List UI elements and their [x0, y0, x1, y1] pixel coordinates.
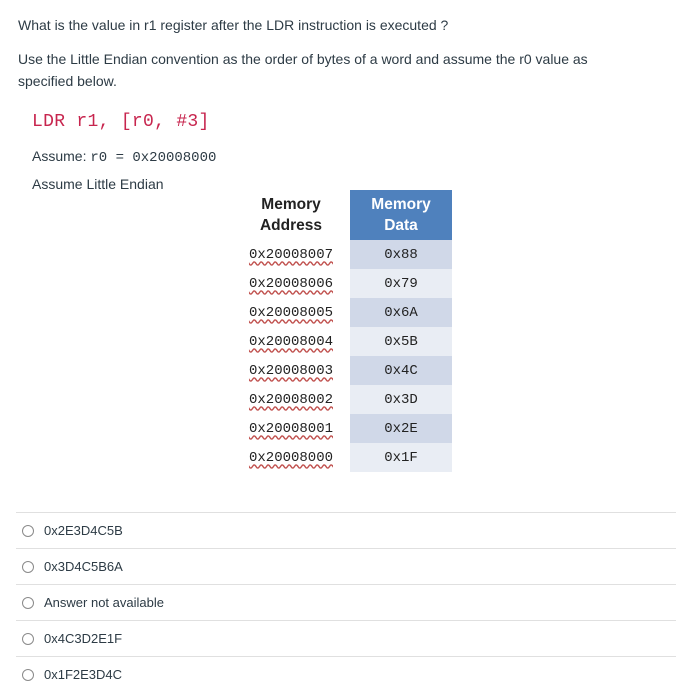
assume-endian: Assume Little Endian — [32, 176, 164, 192]
memory-address-cell: 0x20008007 — [248, 246, 333, 263]
assume-r0-value: r0 = 0x20008000 — [90, 150, 217, 166]
memory-address-header-line1: Memory — [261, 196, 321, 213]
assume-prefix: Assume: — [32, 148, 91, 164]
answer-option-label: 0x2E3D4C5B — [44, 523, 123, 538]
memory-data-cell: 0x3D — [348, 385, 452, 414]
memory-data-header-line2: Data — [384, 217, 418, 234]
radio-button[interactable] — [22, 561, 34, 573]
memory-address-cell: 0x20008002 — [248, 391, 333, 408]
memory-address-header-line2: Address — [259, 217, 323, 234]
table-row — [236, 240, 452, 269]
memory-data-cell: 0x5B — [348, 327, 452, 356]
radio-button[interactable] — [22, 597, 34, 609]
radio-button[interactable] — [22, 669, 34, 681]
radio-button[interactable] — [22, 633, 34, 645]
memory-address-cell: 0x20008005 — [248, 304, 333, 321]
answer-option-label: 0x3D4C5B6A — [44, 559, 123, 574]
question-text: What is the value in r1 register after the LDR instruction is executed ? — [18, 17, 449, 33]
answer-option[interactable] — [16, 584, 676, 620]
answer-options — [16, 512, 676, 692]
table-row — [236, 414, 452, 443]
answer-option[interactable] — [16, 512, 676, 548]
ldr-instruction: LDR r1, [r0, #3] — [32, 112, 210, 132]
table-row — [236, 269, 452, 298]
memory-address-cell: 0x20008001 — [248, 420, 333, 437]
memory-address-cell: 0x20008006 — [248, 275, 333, 292]
memory-data-cell: 0x2E — [348, 414, 452, 443]
memory-address-header — [236, 190, 348, 240]
memory-data-cell: 0x1F — [348, 443, 452, 472]
answer-option[interactable] — [16, 620, 676, 656]
table-row — [236, 356, 452, 385]
table-row — [236, 385, 452, 414]
table-row — [236, 298, 452, 327]
answer-option-label: 0x4C3D2E1F — [44, 631, 123, 646]
memory-address-cell: 0x20008004 — [248, 333, 333, 350]
memory-data-header-line1: Memory — [371, 196, 431, 213]
memory-address-cell: 0x20008003 — [248, 362, 333, 379]
memory-data-header — [348, 190, 452, 240]
radio-button[interactable] — [22, 525, 34, 537]
memory-data-cell: 0x6A — [348, 298, 452, 327]
table-row — [236, 327, 452, 356]
answer-option-label: 0x1F2E3D4C — [44, 667, 123, 682]
memory-table — [236, 190, 452, 472]
memory-data-cell: 0x4C — [348, 356, 452, 385]
answer-option[interactable] — [16, 656, 676, 692]
question-instructions: Use the Little Endian convention as the order of bytes of a word and assume the r0 value as specified below. — [18, 51, 588, 89]
table-row — [236, 443, 452, 472]
memory-data-cell: 0x79 — [348, 269, 452, 298]
answer-option-label: Answer not available — [44, 595, 164, 610]
assume-r0 — [32, 148, 216, 166]
memory-data-cell: 0x88 — [348, 240, 452, 269]
answer-option[interactable] — [16, 548, 676, 584]
memory-address-cell: 0x20008000 — [248, 449, 333, 466]
